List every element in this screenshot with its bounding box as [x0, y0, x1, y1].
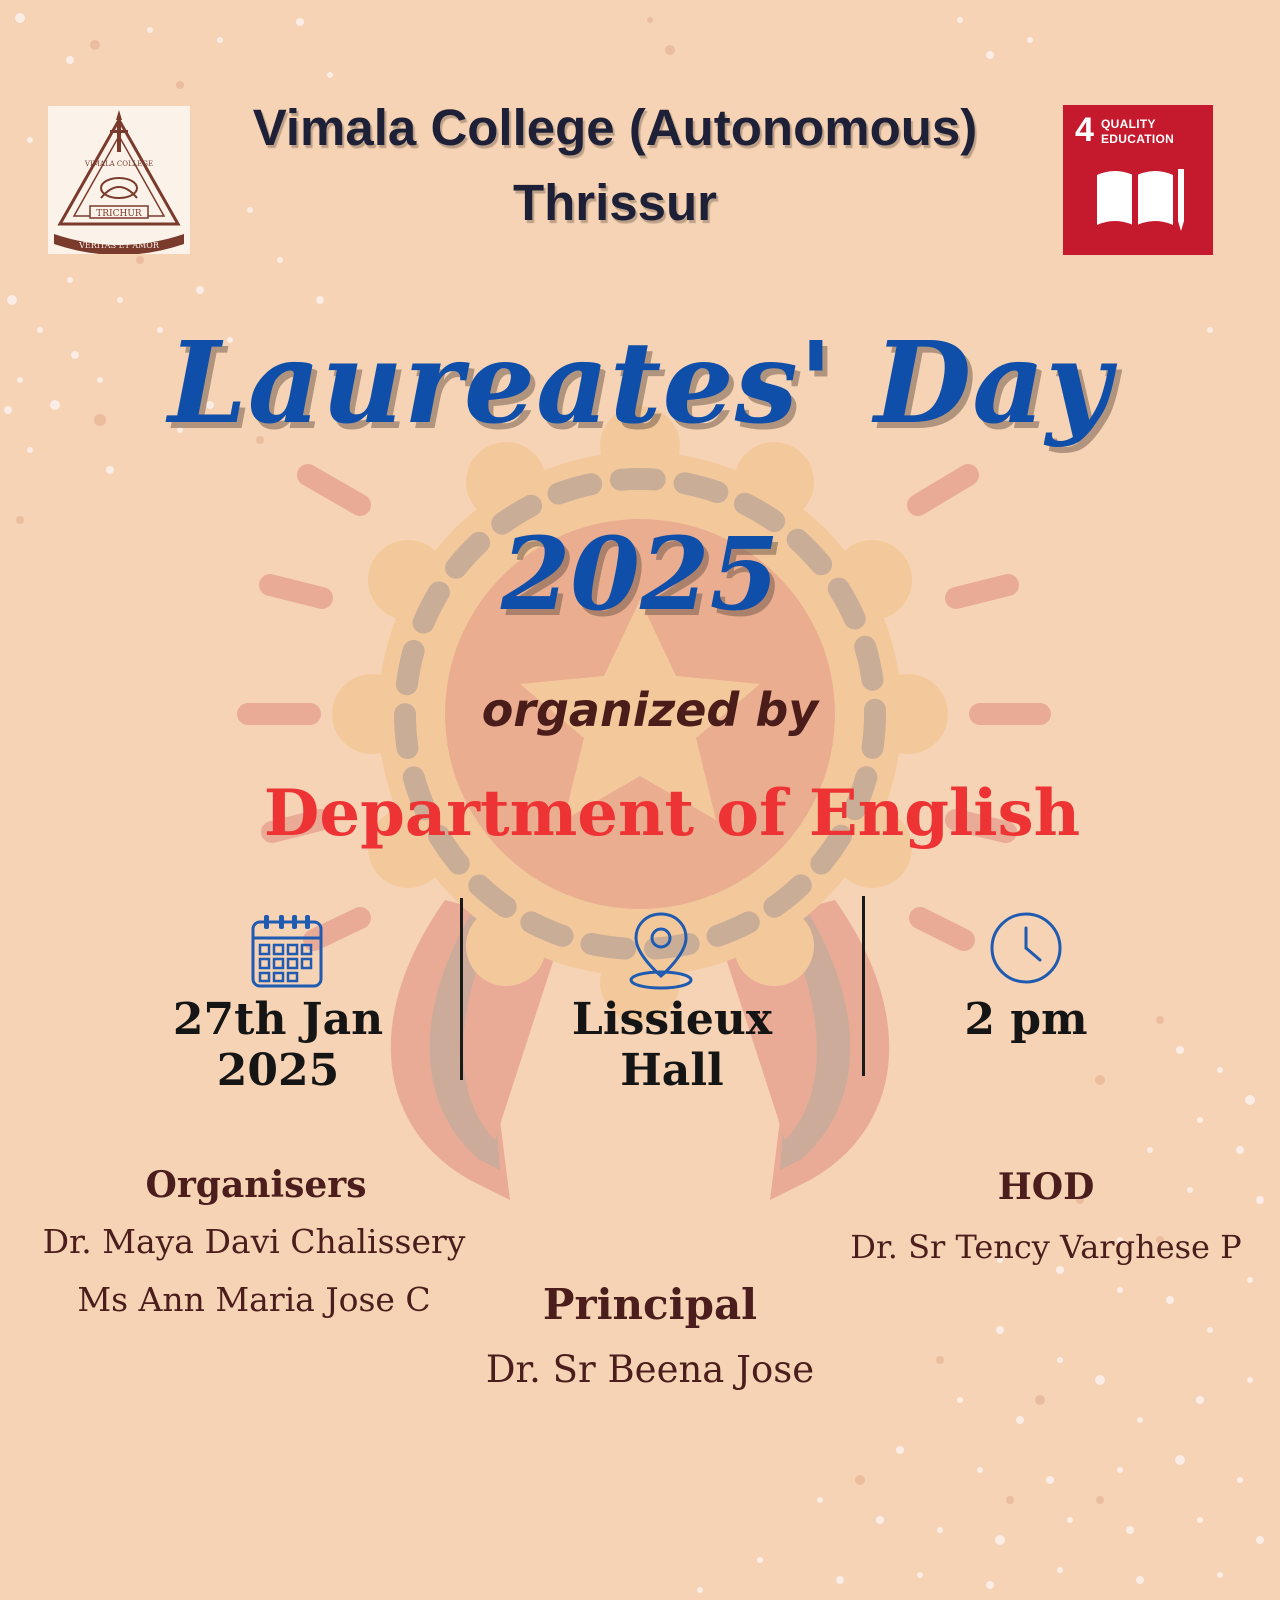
- sdg-number: 4: [1075, 111, 1094, 149]
- sdg-label: [1101, 117, 1174, 147]
- event-venue: Lissieux Hall: [571, 994, 773, 1096]
- event-year: 2025: [500, 515, 780, 633]
- info-divider-right: [862, 896, 865, 1076]
- svg-text:VIMALA COLLEGE: VIMALA COLLEGE: [84, 160, 154, 168]
- calendar-icon: [250, 912, 324, 990]
- college-logo: [48, 106, 190, 254]
- svg-text:VERITAS ET AMOR: VERITAS ET AMOR: [79, 241, 159, 250]
- hod-name: Dr. Sr Tency Varghese P: [850, 1228, 1242, 1266]
- organiser-name-2: Ms Ann Maria Jose C: [77, 1280, 431, 1319]
- organisers-label: Organisers: [145, 1164, 367, 1206]
- college-name: Vimala College (Autonomous): [252, 99, 978, 156]
- clock-icon: [988, 910, 1064, 986]
- department-name: Department of English: [263, 776, 1081, 851]
- event-date: 27th Jan 2025: [172, 994, 384, 1096]
- open-book-pencil-icon: [1093, 163, 1189, 233]
- principal-name: Dr. Sr Beena Jose: [485, 1348, 815, 1391]
- organized-by-label: organized by: [481, 683, 819, 737]
- college-crest-icon: [48, 106, 190, 254]
- sdg-label-line2: EDUCATION: [1101, 132, 1175, 146]
- organiser-name-1: Dr. Maya Davi Chalissery: [42, 1222, 466, 1261]
- hod-label: HOD: [997, 1166, 1095, 1208]
- college-city: Thrissur: [512, 174, 718, 231]
- sdg-label-line1: QUALITY: [1101, 117, 1156, 131]
- svg-text:TRICHUR: TRICHUR: [96, 209, 142, 219]
- location-pin-icon: [628, 910, 694, 992]
- sdg-quality-education-badge: [1063, 105, 1213, 255]
- principal-label: Principal: [542, 1280, 758, 1329]
- event-time: 2 pm: [964, 994, 1088, 1045]
- info-divider-left: [460, 898, 463, 1080]
- event-title: Laureates' Day: [168, 318, 1112, 449]
